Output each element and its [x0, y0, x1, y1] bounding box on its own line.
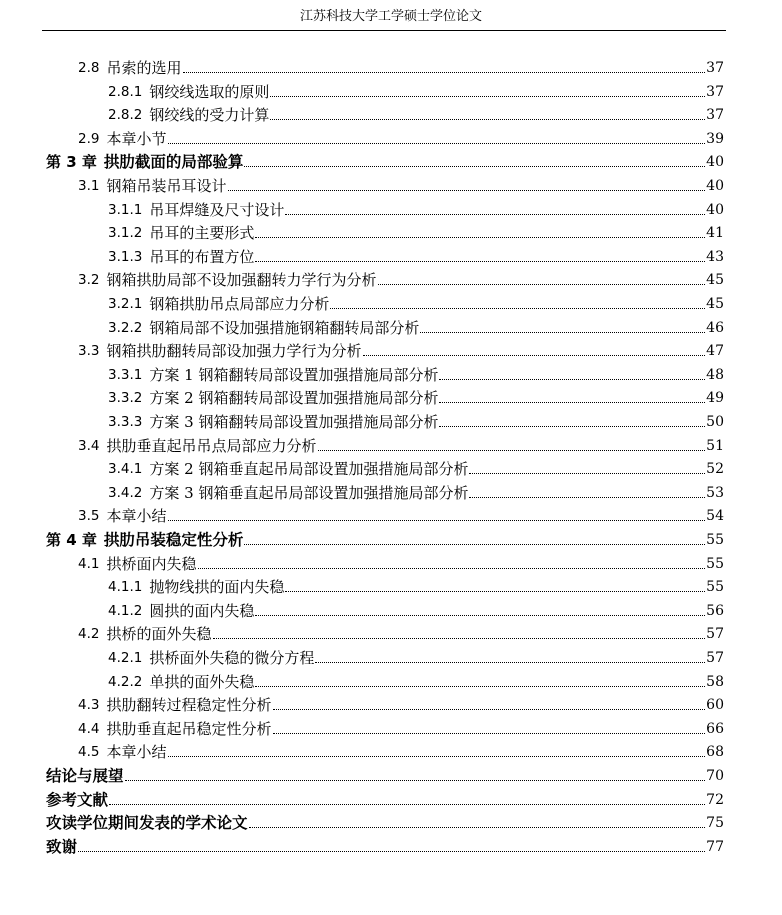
toc-dot-leader [270, 95, 705, 97]
toc-dot-leader [378, 283, 706, 285]
toc-entry[interactable] [78, 622, 724, 644]
toc-dot-leader [439, 401, 705, 403]
toc-dot-leader [273, 732, 706, 734]
toc-entry-title: 方案 3 钢箱垂直起吊局部设置加强措施局部分析 [149, 483, 469, 502]
toc-entry-page-number: 40 [706, 178, 724, 194]
toc-entry-page-number: 37 [706, 107, 724, 124]
toc-entry-title: 方案 1 钢箱翻转局部设置加强措施局部分析 [149, 365, 439, 384]
toc-entry[interactable] [78, 740, 724, 762]
toc-entry[interactable] [46, 528, 724, 550]
toc-entry[interactable] [46, 811, 724, 833]
toc-entry-page-number: 54 [706, 508, 724, 525]
toc-entry[interactable] [46, 788, 724, 810]
toc-entry-number: 4.2.2 [108, 673, 143, 690]
toc-entry-page-number: 37 [706, 83, 724, 100]
toc-entry-page-number: 57 [706, 650, 724, 666]
toc-entry-page-number: 55 [706, 532, 724, 548]
toc-entry-title: 钢箱拱肋翻转局部设加强力学行为分析 [106, 342, 362, 361]
toc-dot-leader [255, 260, 705, 262]
toc-entry-title: 拱肋截面的局部验算 [103, 153, 244, 172]
toc-dot-leader [168, 519, 706, 521]
toc-entry-title: 吊耳的主要形式 [149, 224, 255, 243]
toc-dot-leader [285, 590, 705, 592]
toc-entry-number: 4.2.1 [108, 650, 143, 666]
toc-entry-title: 攻读学位期间发表的学术论文 [46, 814, 248, 833]
toc-entry-number: 3.2 [78, 272, 100, 289]
toc-entry-number: 3.3 [78, 343, 100, 360]
toc-entry-number: 4.5 [78, 744, 100, 761]
toc-entry[interactable] [78, 56, 724, 78]
toc-entry-page-number: 41 [706, 225, 724, 242]
toc-entry[interactable] [78, 552, 724, 574]
toc-dot-leader [420, 331, 705, 333]
toc-entry-page-number: 37 [706, 60, 724, 76]
toc-entry-title: 吊耳的布置方位 [149, 247, 255, 266]
toc-entry-title: 钢箱拱肋吊点局部应力分析 [149, 295, 330, 313]
toc-entry-page-number: 70 [706, 768, 724, 784]
toc-entry-page-number: 68 [706, 744, 724, 761]
toc-entry-page-number: 75 [706, 815, 724, 832]
toc-entry-page-number: 52 [706, 461, 724, 478]
toc-entry[interactable] [78, 174, 724, 196]
toc-dot-leader [213, 637, 706, 639]
toc-entry-page-number: 50 [706, 414, 724, 430]
toc-entry-page-number: 51 [706, 437, 724, 454]
page-header: 江苏科技大学工学硕士学位论文 [299, 9, 482, 24]
toc-entry-page-number: 66 [706, 720, 724, 737]
toc-entry-title: 钢箱吊装吊耳设计 [106, 177, 227, 195]
toc-entry-page-number: 49 [706, 390, 724, 407]
toc-entry[interactable] [108, 670, 724, 692]
toc-entry[interactable] [108, 386, 724, 408]
toc-entry[interactable] [78, 268, 724, 290]
toc-entry[interactable] [108, 363, 724, 385]
toc-entry-number: 第 4 章 [46, 531, 97, 549]
toc-entry-number: 4.3 [78, 697, 100, 714]
toc-entry-number: 3.4.2 [108, 484, 143, 501]
toc-entry-number: 3.4.1 [108, 461, 143, 478]
toc-entry[interactable] [108, 292, 724, 314]
toc-entry[interactable] [108, 599, 724, 621]
toc-entry-number: 3.3.2 [108, 390, 143, 407]
toc-entry[interactable] [78, 693, 724, 715]
toc-entry-title: 本章小结 [106, 507, 167, 526]
toc-entry-page-number: 39 [706, 130, 724, 147]
toc-entry-title: 吊耳焊缝及尺寸设计 [149, 200, 285, 219]
toc-entry-number: 3.1.2 [108, 225, 143, 242]
toc-dot-leader [318, 449, 706, 451]
toc-entry-title: 结论与展望 [46, 767, 124, 785]
toc-entry-page-number: 55 [706, 555, 724, 572]
toc-dot-leader [315, 661, 705, 663]
toc-dot-leader [168, 142, 706, 144]
toc-dot-leader [255, 236, 705, 238]
toc-entry-number: 2.8.2 [108, 107, 143, 124]
toc-entry-number: 3.1.1 [108, 201, 143, 218]
toc-entry-page-number: 57 [706, 626, 724, 643]
toc-entry[interactable] [108, 410, 724, 432]
toc-dot-leader [363, 354, 706, 356]
toc-entry-number: 3.1 [78, 178, 100, 194]
toc-entry-number: 3.1.3 [108, 248, 143, 265]
toc-entry-title: 单拱的面外失稳 [149, 672, 255, 691]
toc-entry-title: 方案 2 钢箱垂直起吊局部设置加强措施局部分析 [149, 460, 469, 479]
toc-entry-page-number: 48 [706, 366, 724, 383]
toc-entry-number: 3.3.1 [108, 366, 143, 383]
toc-entry-number: 4.1 [78, 555, 100, 572]
toc-dot-leader [244, 543, 705, 545]
toc-entry[interactable] [78, 339, 724, 361]
toc-entry-number: 3.3.3 [108, 414, 143, 430]
toc-entry-title: 本章小节 [106, 129, 167, 148]
toc-entry-title: 拱桥面外失稳的微分方程 [149, 649, 315, 667]
toc-dot-leader [168, 755, 706, 757]
toc-dot-leader [255, 685, 705, 687]
toc-entry-title: 方案 3 钢箱翻转局部设置加强措施局部分析 [149, 413, 439, 431]
toc-entry[interactable] [108, 316, 724, 338]
toc-entry-number: 4.1.1 [108, 579, 143, 596]
toc-entry-title: 拱肋翻转过程稳定性分析 [106, 696, 272, 715]
toc-entry-page-number: 56 [706, 602, 724, 619]
toc-entry-page-number: 53 [706, 484, 724, 501]
toc-entry-page-number: 55 [706, 579, 724, 596]
toc-entry-title: 致谢 [46, 837, 78, 856]
toc-dot-leader [469, 472, 705, 474]
toc-dot-leader [125, 779, 706, 781]
toc-entry-title: 方案 2 钢箱翻转局部设置加强措施局部分析 [149, 389, 439, 408]
toc-entry[interactable] [78, 434, 724, 456]
toc-entry-title: 钢箱拱肋局部不设加强翻转力学行为分析 [106, 271, 377, 290]
toc-entry[interactable] [46, 835, 724, 857]
toc-entry-title: 拱肋吊装稳定性分析 [103, 531, 244, 549]
toc-entry-title: 拱肋垂直起吊稳定性分析 [106, 719, 272, 738]
toc-entry[interactable] [108, 221, 724, 243]
toc-entry-number: 3.2.2 [108, 319, 143, 336]
toc-dot-leader [270, 118, 705, 120]
toc-entry[interactable] [108, 575, 724, 597]
toc-entry-page-number: 47 [706, 343, 724, 360]
toc-entry[interactable] [108, 198, 724, 220]
toc-entry-number: 3.2.1 [108, 296, 143, 312]
toc-entry-number: 4.1.2 [108, 602, 143, 619]
toc-entry-page-number: 45 [706, 296, 724, 312]
toc-entry[interactable] [108, 481, 724, 503]
toc-entry-page-number: 58 [706, 673, 724, 690]
header-rule [42, 30, 726, 31]
toc-entry-number: 4.2 [78, 626, 100, 643]
toc-dot-leader [469, 496, 705, 498]
toc-entry-title: 拱肋垂直起吊吊点局部应力分析 [106, 436, 317, 455]
toc-dot-leader [330, 307, 705, 309]
toc-entry-title: 钢绞线的受力计算 [149, 106, 270, 125]
toc-entry-page-number: 40 [706, 201, 724, 218]
toc-entry-page-number: 43 [706, 248, 724, 265]
toc-entry-title: 拱桥的面外失稳 [106, 625, 212, 644]
toc-dot-leader [255, 614, 705, 616]
toc-entry[interactable] [108, 646, 724, 668]
toc-entry-page-number: 77 [706, 838, 724, 855]
toc-entry-page-number: 72 [706, 791, 724, 808]
toc-entry-number: 2.8.1 [108, 83, 143, 100]
toc-entry-number: 2.8 [78, 60, 100, 76]
toc-entry-title: 拱桥面内失稳 [106, 554, 197, 573]
toc-dot-leader [109, 803, 705, 805]
toc-entry-number: 2.9 [78, 130, 100, 147]
toc-dot-leader [439, 425, 705, 427]
toc-dot-leader [228, 189, 706, 191]
toc-entry-number: 4.4 [78, 720, 100, 737]
toc-entry[interactable] [108, 245, 724, 267]
toc-entry-number: 3.5 [78, 508, 100, 525]
toc-entry[interactable] [108, 103, 724, 125]
toc-entry-number: 第 3 章 [46, 153, 97, 172]
toc-entry-title: 圆拱的面内失稳 [149, 601, 255, 620]
toc-dot-leader [439, 378, 705, 380]
toc-entry-title: 吊索的选用 [106, 59, 182, 77]
toc-dot-leader [198, 567, 706, 569]
toc-entry[interactable] [108, 80, 724, 102]
toc-entry-page-number: 60 [706, 697, 724, 714]
toc-dot-leader [285, 213, 705, 215]
toc-dot-leader [273, 708, 706, 710]
toc-entry-page-number: 40 [706, 154, 724, 171]
toc-entry[interactable] [78, 717, 724, 739]
toc-entry-page-number: 46 [706, 319, 724, 336]
toc-entry-title: 本章小结 [106, 743, 167, 762]
toc-entry[interactable] [78, 504, 724, 526]
toc-dot-leader [244, 165, 705, 167]
toc-entry[interactable] [108, 457, 724, 479]
toc-dot-leader [183, 71, 706, 73]
toc-dot-leader [249, 826, 706, 828]
toc-entry-title: 抛物线拱的面内失稳 [149, 578, 285, 597]
toc-entry[interactable] [46, 764, 724, 786]
toc-entry-number: 3.4 [78, 437, 100, 454]
toc-dot-leader [78, 850, 705, 852]
toc-entry-title: 钢绞线选取的原则 [149, 82, 270, 101]
toc-entry-title: 参考文献 [46, 790, 109, 809]
toc-entry-title: 钢箱局部不设加强措施钢箱翻转局部分析 [149, 318, 420, 337]
toc-entry[interactable] [78, 127, 724, 149]
toc-entry[interactable] [46, 150, 724, 172]
toc-entry-page-number: 45 [706, 272, 724, 289]
